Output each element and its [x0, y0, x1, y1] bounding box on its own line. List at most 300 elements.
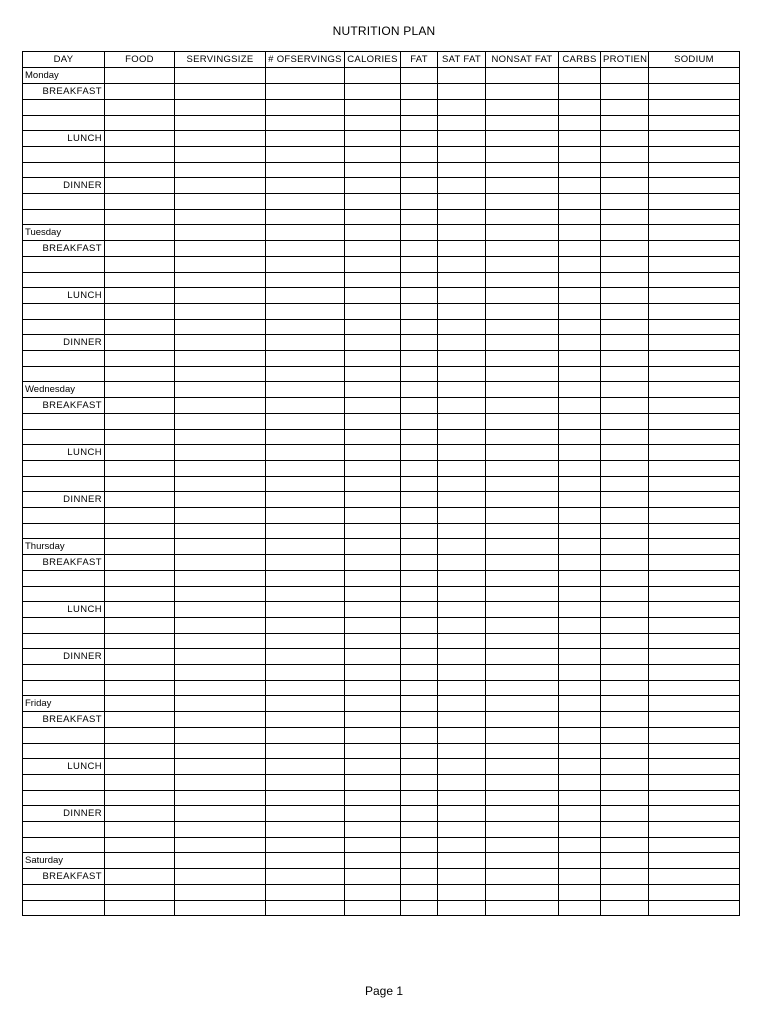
day-label: [23, 194, 105, 210]
table-row: [23, 147, 740, 163]
food-cell: [105, 743, 175, 759]
protien-cell: [601, 382, 649, 398]
nonsat-fat-cell: [486, 100, 559, 116]
table-row: [23, 84, 740, 100]
calories-cell: [345, 68, 401, 84]
food-cell: [105, 461, 175, 477]
sat-fat-cell: [438, 335, 486, 351]
nonsat-fat-cell: [486, 366, 559, 382]
num-servings-cell: [266, 414, 345, 430]
sat-fat-cell: [438, 869, 486, 885]
protien-cell: [601, 555, 649, 571]
day-label: [23, 257, 105, 273]
table-header-row: [23, 52, 740, 68]
calories-cell: [345, 382, 401, 398]
sat-fat-cell: [438, 586, 486, 602]
protien-cell: [601, 586, 649, 602]
table-row: [23, 445, 740, 461]
protien-cell: [601, 414, 649, 430]
table-row: [23, 398, 740, 414]
serving-size-cell: [175, 178, 266, 194]
calories-cell: [345, 131, 401, 147]
carbs-cell: [559, 429, 601, 445]
num-servings-cell: [266, 319, 345, 335]
nonsat-fat-cell: [486, 649, 559, 665]
calories-cell: [345, 162, 401, 178]
sat-fat-cell: [438, 178, 486, 194]
column-header-sat-fat: SAT FAT: [438, 52, 486, 68]
food-cell: [105, 445, 175, 461]
fat-cell: [401, 272, 438, 288]
sat-fat-cell: [438, 665, 486, 681]
protien-cell: [601, 680, 649, 696]
protien-cell: [601, 743, 649, 759]
nonsat-fat-cell: [486, 131, 559, 147]
serving-size-cell: [175, 241, 266, 257]
fat-cell: [401, 382, 438, 398]
food-cell: [105, 555, 175, 571]
table-row: [23, 869, 740, 885]
fat-cell: [401, 68, 438, 84]
carbs-cell: [559, 790, 601, 806]
day-label: [23, 414, 105, 430]
fat-cell: [401, 429, 438, 445]
num-servings-cell: [266, 728, 345, 744]
table-row: [23, 712, 740, 728]
calories-cell: [345, 728, 401, 744]
nonsat-fat-cell: [486, 571, 559, 587]
calories-cell: [345, 523, 401, 539]
serving-size-cell: [175, 885, 266, 901]
fat-cell: [401, 131, 438, 147]
table-row: [23, 743, 740, 759]
day-label: [23, 775, 105, 791]
table-row: [23, 680, 740, 696]
nonsat-fat-cell: [486, 209, 559, 225]
serving-size-cell: [175, 728, 266, 744]
carbs-cell: [559, 257, 601, 273]
serving-size-cell: [175, 649, 266, 665]
table-body: [23, 68, 740, 916]
sodium-cell: [649, 178, 740, 194]
day-label: [23, 618, 105, 634]
num-servings-cell: [266, 257, 345, 273]
nonsat-fat-cell: [486, 775, 559, 791]
day-label: [23, 571, 105, 587]
sodium-cell: [649, 194, 740, 210]
day-label: [23, 272, 105, 288]
calories-cell: [345, 335, 401, 351]
nonsat-fat-cell: [486, 68, 559, 84]
sodium-cell: [649, 680, 740, 696]
carbs-cell: [559, 178, 601, 194]
fat-cell: [401, 461, 438, 477]
num-servings-cell: [266, 571, 345, 587]
column-header-day: DAY: [23, 52, 105, 68]
fat-cell: [401, 414, 438, 430]
carbs-cell: [559, 68, 601, 84]
nonsat-fat-cell: [486, 257, 559, 273]
sodium-cell: [649, 555, 740, 571]
day-label: [23, 461, 105, 477]
page-number: Page 1: [364, 984, 404, 998]
calories-cell: [345, 194, 401, 210]
carbs-cell: [559, 272, 601, 288]
carbs-cell: [559, 194, 601, 210]
num-servings-cell: [266, 492, 345, 508]
nonsat-fat-cell: [486, 398, 559, 414]
meal-label: LUNCH: [23, 131, 105, 147]
food-cell: [105, 241, 175, 257]
serving-size-cell: [175, 319, 266, 335]
sat-fat-cell: [438, 257, 486, 273]
protien-cell: [601, 84, 649, 100]
fat-cell: [401, 806, 438, 822]
serving-size-cell: [175, 131, 266, 147]
food-cell: [105, 225, 175, 241]
serving-size-cell: [175, 571, 266, 587]
carbs-cell: [559, 649, 601, 665]
food-cell: [105, 885, 175, 901]
protien-cell: [601, 304, 649, 320]
fat-cell: [401, 633, 438, 649]
table-row: [23, 728, 740, 744]
sat-fat-cell: [438, 288, 486, 304]
sodium-cell: [649, 885, 740, 901]
table-row: [23, 649, 740, 665]
serving-size-cell: [175, 759, 266, 775]
calories-cell: [345, 853, 401, 869]
num-servings-cell: [266, 790, 345, 806]
day-label: [23, 429, 105, 445]
sodium-cell: [649, 84, 740, 100]
fat-cell: [401, 602, 438, 618]
protien-cell: [601, 806, 649, 822]
sat-fat-cell: [438, 272, 486, 288]
protien-cell: [601, 115, 649, 131]
serving-size-cell: [175, 335, 266, 351]
calories-cell: [345, 837, 401, 853]
table-row: [23, 508, 740, 524]
carbs-cell: [559, 162, 601, 178]
calories-cell: [345, 696, 401, 712]
sat-fat-cell: [438, 68, 486, 84]
fat-cell: [401, 100, 438, 116]
protien-cell: [601, 728, 649, 744]
fat-cell: [401, 555, 438, 571]
serving-size-cell: [175, 837, 266, 853]
serving-size-cell: [175, 209, 266, 225]
carbs-cell: [559, 885, 601, 901]
num-servings-cell: [266, 398, 345, 414]
serving-size-cell: [175, 492, 266, 508]
calories-cell: [345, 775, 401, 791]
protien-cell: [601, 523, 649, 539]
calories-cell: [345, 618, 401, 634]
carbs-cell: [559, 853, 601, 869]
serving-size-cell: [175, 147, 266, 163]
nonsat-fat-cell: [486, 84, 559, 100]
protien-cell: [601, 335, 649, 351]
calories-cell: [345, 586, 401, 602]
table-row: [23, 366, 740, 382]
food-cell: [105, 508, 175, 524]
serving-size-cell: [175, 476, 266, 492]
serving-size-cell: [175, 68, 266, 84]
carbs-cell: [559, 319, 601, 335]
protien-cell: [601, 571, 649, 587]
sat-fat-cell: [438, 461, 486, 477]
serving-size-cell: [175, 586, 266, 602]
food-cell: [105, 304, 175, 320]
fat-cell: [401, 194, 438, 210]
serving-size-cell: [175, 853, 266, 869]
column-header-nonsat-fat: NONSAT FAT: [486, 52, 559, 68]
nonsat-fat-cell: [486, 680, 559, 696]
sat-fat-cell: [438, 885, 486, 901]
serving-size-cell: [175, 162, 266, 178]
sat-fat-cell: [438, 696, 486, 712]
fat-cell: [401, 476, 438, 492]
nonsat-fat-cell: [486, 712, 559, 728]
nonsat-fat-cell: [486, 869, 559, 885]
carbs-cell: [559, 900, 601, 916]
nonsat-fat-cell: [486, 602, 559, 618]
sat-fat-cell: [438, 790, 486, 806]
fat-cell: [401, 523, 438, 539]
serving-size-cell: [175, 633, 266, 649]
nonsat-fat-cell: [486, 822, 559, 838]
sodium-cell: [649, 602, 740, 618]
sodium-cell: [649, 523, 740, 539]
table-row: [23, 288, 740, 304]
num-servings-cell: [266, 712, 345, 728]
carbs-cell: [559, 115, 601, 131]
num-servings-cell: [266, 461, 345, 477]
meal-label: BREAKFAST: [23, 555, 105, 571]
num-servings-cell: [266, 147, 345, 163]
nonsat-fat-cell: [486, 304, 559, 320]
protien-cell: [601, 194, 649, 210]
sat-fat-cell: [438, 162, 486, 178]
fat-cell: [401, 147, 438, 163]
protien-cell: [601, 618, 649, 634]
table-row: [23, 539, 740, 555]
carbs-cell: [559, 618, 601, 634]
sodium-cell: [649, 759, 740, 775]
carbs-cell: [559, 571, 601, 587]
sodium-cell: [649, 837, 740, 853]
food-cell: [105, 837, 175, 853]
serving-size-cell: [175, 351, 266, 367]
food-cell: [105, 602, 175, 618]
table-row: [23, 696, 740, 712]
sat-fat-cell: [438, 759, 486, 775]
fat-cell: [401, 241, 438, 257]
table-row: [23, 618, 740, 634]
table-row: [23, 633, 740, 649]
calories-cell: [345, 445, 401, 461]
calories-cell: [345, 461, 401, 477]
fat-cell: [401, 445, 438, 461]
sat-fat-cell: [438, 680, 486, 696]
sodium-cell: [649, 225, 740, 241]
meal-label: DINNER: [23, 178, 105, 194]
day-label: [23, 508, 105, 524]
meal-label: LUNCH: [23, 759, 105, 775]
sodium-cell: [649, 743, 740, 759]
sodium-cell: [649, 115, 740, 131]
food-cell: [105, 382, 175, 398]
table-row: [23, 555, 740, 571]
nonsat-fat-cell: [486, 178, 559, 194]
sat-fat-cell: [438, 539, 486, 555]
calories-cell: [345, 351, 401, 367]
calories-cell: [345, 366, 401, 382]
table-row: [23, 131, 740, 147]
fat-cell: [401, 257, 438, 273]
num-servings-cell: [266, 84, 345, 100]
num-servings-cell: [266, 555, 345, 571]
serving-size-cell: [175, 743, 266, 759]
day-label: [23, 351, 105, 367]
table-row: [23, 665, 740, 681]
sodium-cell: [649, 272, 740, 288]
carbs-cell: [559, 633, 601, 649]
protien-cell: [601, 696, 649, 712]
num-servings-cell: [266, 853, 345, 869]
carbs-cell: [559, 304, 601, 320]
sodium-cell: [649, 508, 740, 524]
carbs-cell: [559, 84, 601, 100]
sodium-cell: [649, 853, 740, 869]
carbs-cell: [559, 665, 601, 681]
day-label: [23, 319, 105, 335]
sodium-cell: [649, 351, 740, 367]
protien-cell: [601, 445, 649, 461]
column-header-food: FOOD: [105, 52, 175, 68]
carbs-cell: [559, 209, 601, 225]
carbs-cell: [559, 523, 601, 539]
nonsat-fat-cell: [486, 806, 559, 822]
sat-fat-cell: [438, 382, 486, 398]
sodium-cell: [649, 822, 740, 838]
food-cell: [105, 586, 175, 602]
sodium-cell: [649, 429, 740, 445]
num-servings-cell: [266, 209, 345, 225]
num-servings-cell: [266, 272, 345, 288]
serving-size-cell: [175, 225, 266, 241]
food-cell: [105, 571, 175, 587]
nonsat-fat-cell: [486, 115, 559, 131]
nutrition-plan-table: [22, 51, 740, 916]
calories-cell: [345, 288, 401, 304]
carbs-cell: [559, 131, 601, 147]
serving-size-cell: [175, 445, 266, 461]
day-label: [23, 586, 105, 602]
sodium-cell: [649, 304, 740, 320]
protien-cell: [601, 398, 649, 414]
meal-label: LUNCH: [23, 445, 105, 461]
food-cell: [105, 523, 175, 539]
carbs-cell: [559, 288, 601, 304]
food-cell: [105, 147, 175, 163]
sodium-cell: [649, 712, 740, 728]
fat-cell: [401, 351, 438, 367]
meal-label: BREAKFAST: [23, 398, 105, 414]
sodium-cell: [649, 366, 740, 382]
nonsat-fat-cell: [486, 461, 559, 477]
sat-fat-cell: [438, 351, 486, 367]
serving-size-cell: [175, 806, 266, 822]
column-header-protien: PROTIEN: [601, 52, 649, 68]
serving-size-cell: [175, 618, 266, 634]
meal-label: DINNER: [23, 806, 105, 822]
num-servings-cell: [266, 618, 345, 634]
protien-cell: [601, 837, 649, 853]
table-row: [23, 241, 740, 257]
fat-cell: [401, 900, 438, 916]
sat-fat-cell: [438, 555, 486, 571]
num-servings-cell: [266, 476, 345, 492]
sat-fat-cell: [438, 853, 486, 869]
serving-size-cell: [175, 790, 266, 806]
table-row: [23, 461, 740, 477]
carbs-cell: [559, 414, 601, 430]
fat-cell: [401, 649, 438, 665]
table-row: [23, 178, 740, 194]
calories-cell: [345, 115, 401, 131]
serving-size-cell: [175, 602, 266, 618]
food-cell: [105, 775, 175, 791]
calories-cell: [345, 178, 401, 194]
num-servings-cell: [266, 100, 345, 116]
food-cell: [105, 178, 175, 194]
table-row: [23, 885, 740, 901]
protien-cell: [601, 100, 649, 116]
sodium-cell: [649, 775, 740, 791]
carbs-cell: [559, 712, 601, 728]
table-row: [23, 414, 740, 430]
table-row: [23, 68, 740, 84]
nonsat-fat-cell: [486, 382, 559, 398]
day-label: [23, 100, 105, 116]
protien-cell: [601, 288, 649, 304]
food-cell: [105, 288, 175, 304]
food-cell: [105, 712, 175, 728]
carbs-cell: [559, 680, 601, 696]
food-cell: [105, 257, 175, 273]
carbs-cell: [559, 806, 601, 822]
fat-cell: [401, 571, 438, 587]
day-label: Monday: [23, 68, 105, 84]
table-row: [23, 319, 740, 335]
nonsat-fat-cell: [486, 414, 559, 430]
protien-cell: [601, 775, 649, 791]
protien-cell: [601, 209, 649, 225]
serving-size-cell: [175, 257, 266, 273]
fat-cell: [401, 586, 438, 602]
sat-fat-cell: [438, 775, 486, 791]
protien-cell: [601, 492, 649, 508]
nonsat-fat-cell: [486, 288, 559, 304]
serving-size-cell: [175, 461, 266, 477]
sat-fat-cell: [438, 319, 486, 335]
serving-size-cell: [175, 382, 266, 398]
sat-fat-cell: [438, 194, 486, 210]
num-servings-cell: [266, 351, 345, 367]
num-servings-cell: [266, 649, 345, 665]
